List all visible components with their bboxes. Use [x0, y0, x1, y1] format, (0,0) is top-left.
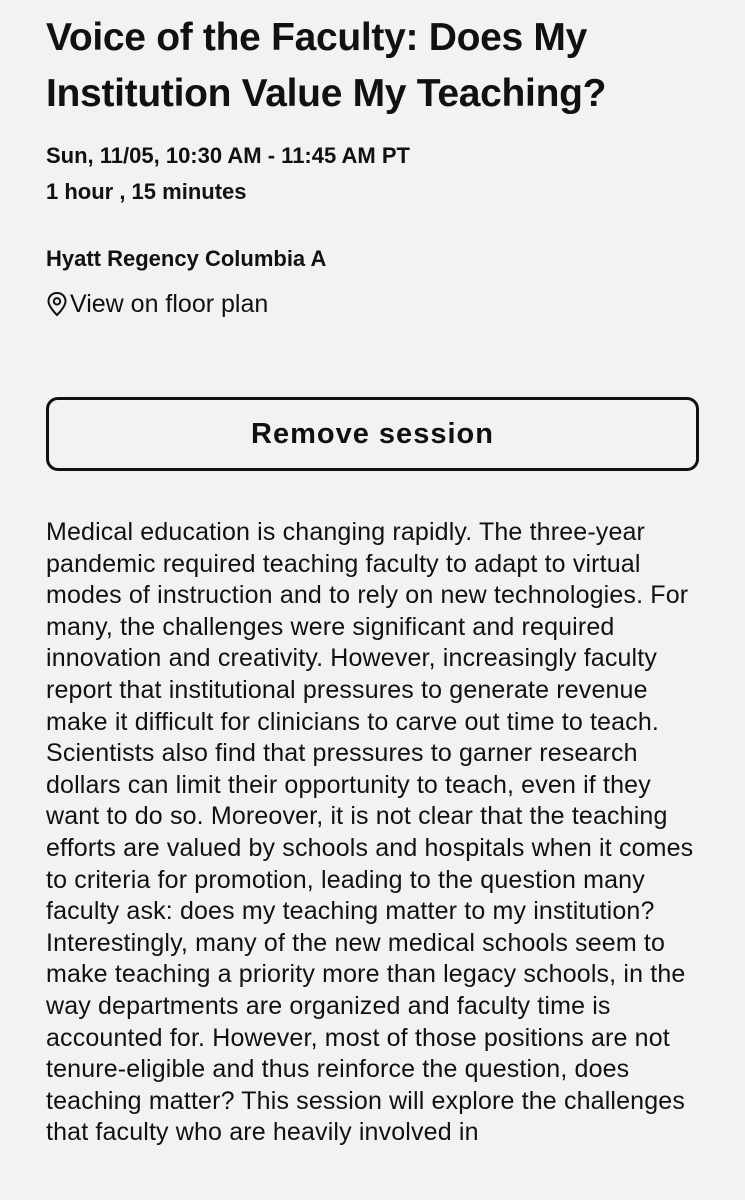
session-description: Medical education is changing rapidly. The three-year pandemic required teaching faculty to adapt to virtual modes of instruction and to rely on new technologies. For many, the challenges were significant and required innovation and creativity. However, increasingly faculty report that institutional pressures to generate revenue make it difficult for clinicians to carve out time to teach. Scientists also find that pressures to garner research dollars can limit their opportunity to teach, even if they want to do so. Moreover, it is not clear that the teaching efforts are valued by schools and hospitals when it comes to criteria for promotion, leading to the question many faculty ask: does my teaching matter to my institution? Interestingly, many of the new medical schools seem to make teaching a priority more than legacy schools, in the way departments are organized and faculty time is accounted for. However, most of those positions are not tenure-eligible and thus reinforce the question, does teaching matter? This session will explore the challenges that faculty who are heavily involved in	[46, 518, 694, 1147]
session-datetime: Sun, 11/05, 10:30 AM - 11:45 AM PT	[46, 143, 410, 168]
session-title: Voice of the Faculty: Does My Institution Value My Teaching?	[46, 16, 607, 115]
session-duration: 1 hour , 15 minutes	[46, 179, 247, 204]
session-location: Hyatt Regency Columbia A	[46, 246, 327, 271]
remove-session-button[interactable]: Remove session	[46, 397, 699, 471]
view-floor-plan-label: View on floor plan	[70, 290, 269, 318]
view-floor-plan-link[interactable]	[46, 287, 268, 321]
map-pin-icon	[46, 291, 68, 317]
